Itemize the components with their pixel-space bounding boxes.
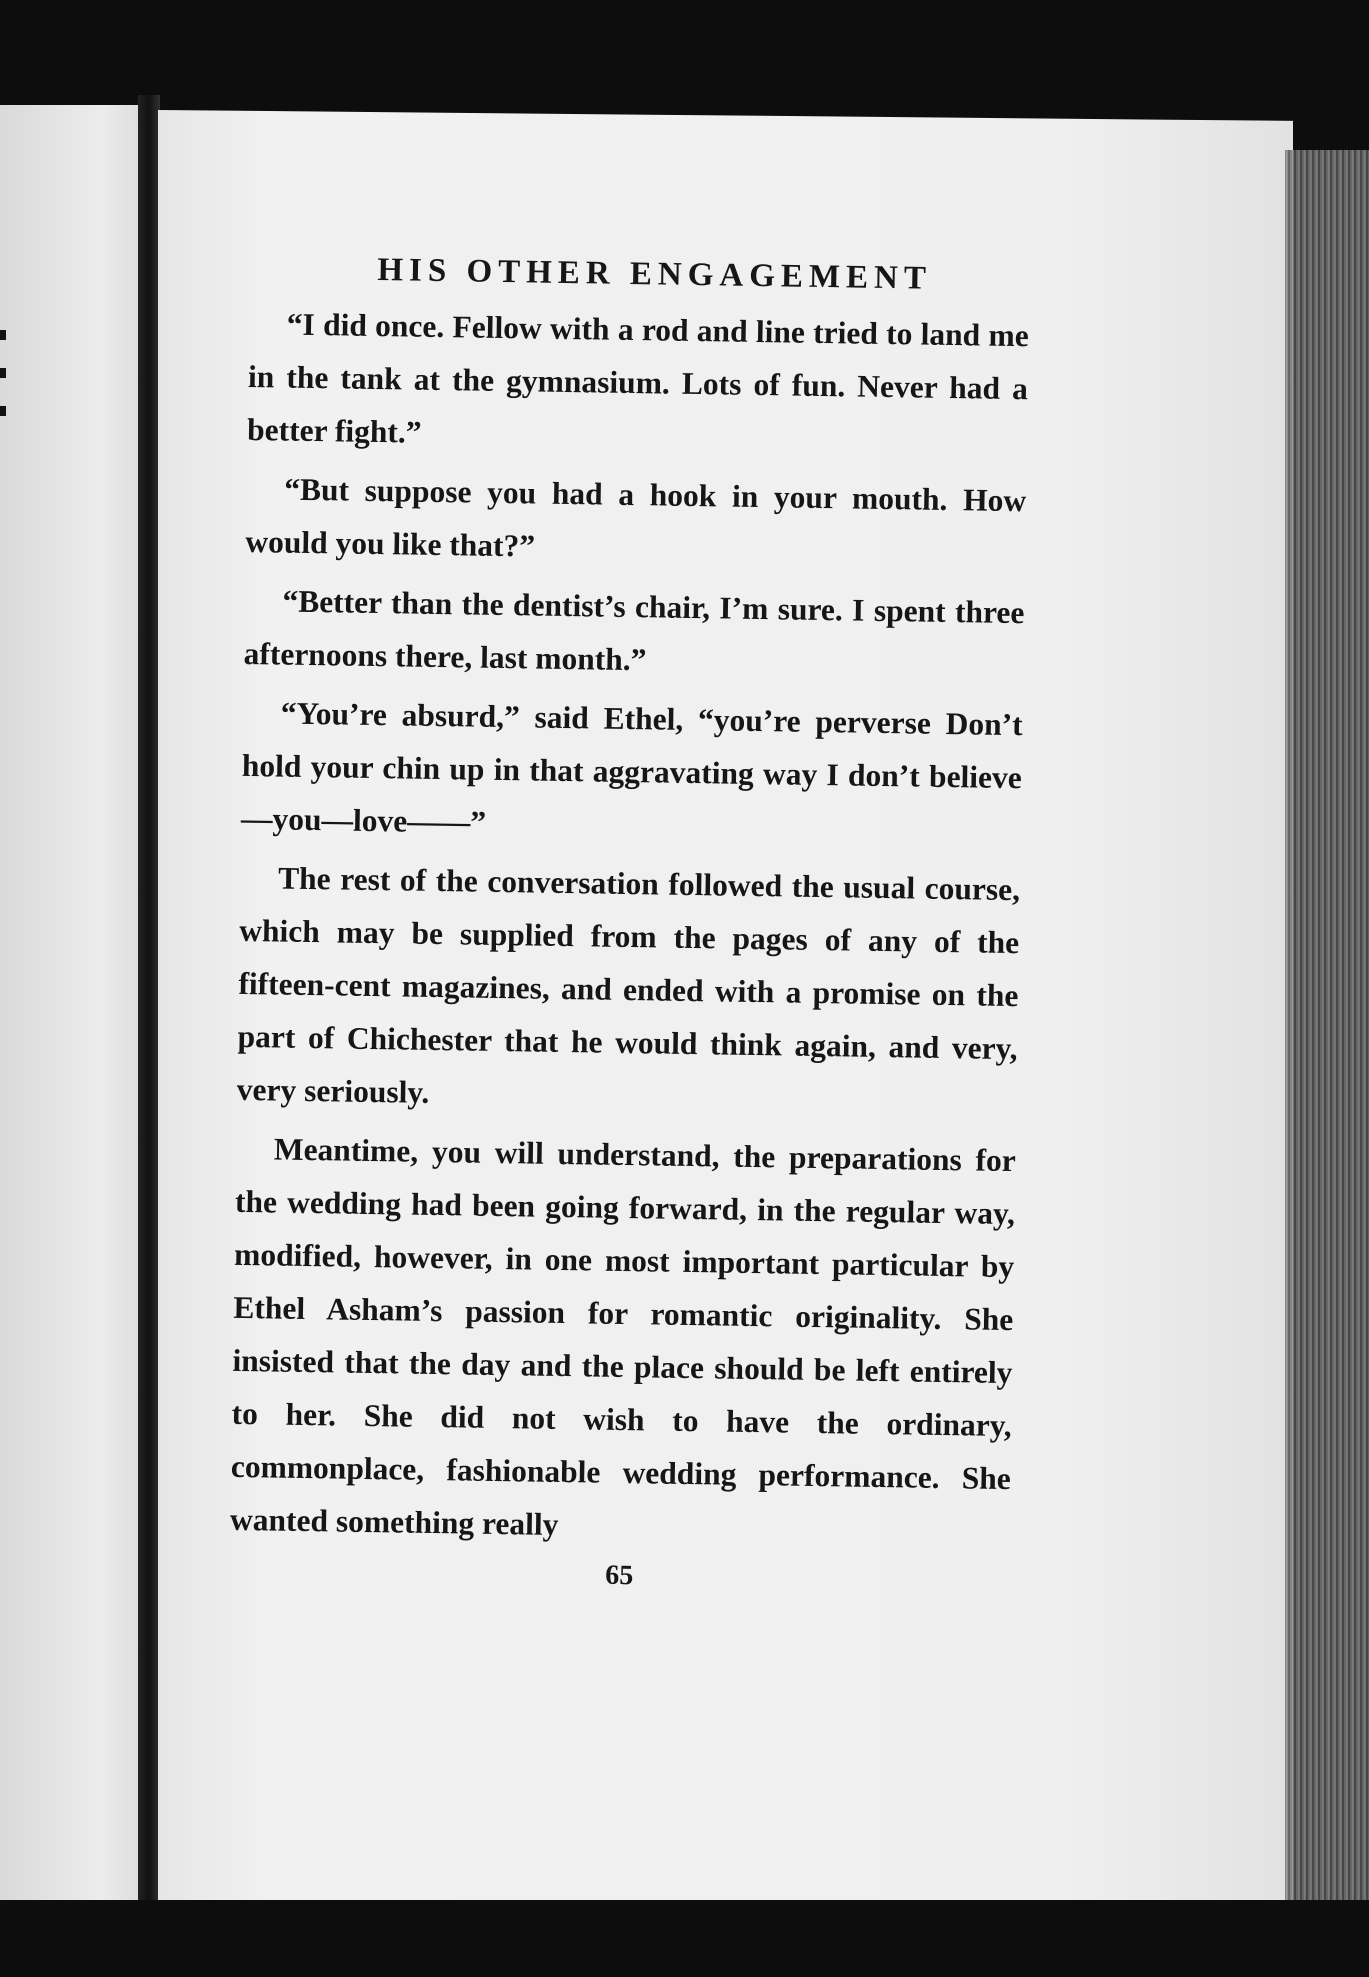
facing-page-text-remnants <box>0 330 10 444</box>
facing-page-edge <box>0 105 145 1900</box>
page-number: 65 <box>604 1559 634 1592</box>
paragraph: “But suppose you had a hook in your mouth. How would you like that?” <box>245 471 1027 564</box>
paragraph: The rest of the conversation followed the usual course, which may be supplied from the pages of any of the fifteen-cent magazines, and ended with a promise on the part of Chichester that he would think again, and very, very seriously. <box>236 860 1021 1110</box>
paragraph: “I did once. Fellow with a rod and line tried to land me in the tank at the gymnasium. Lots of fun. Never had a better fight.” <box>246 306 1030 450</box>
page-content <box>229 250 1030 1598</box>
paragraph: Meantime, you will understand, the preparations for the wedding had been going forward, in the regular way, modified, however, in one most important particular by Ethel Asham’s passion for romantic originality. She insisted that the day and the place should be left entirely to her. She did not wish to have the ordinary, commonplace, fashionable wedding performance. She wanted something really <box>229 1131 1017 1542</box>
scan-bottom-margin <box>110 1900 1369 1977</box>
page-stack-edge <box>1285 150 1369 1940</box>
paragraph: “Better than the dentist’s chair, I’m sure. I spent three afternoons there, last month.” <box>243 583 1025 678</box>
running-head: HIS OTHER ENGAGEMENT <box>377 252 933 297</box>
book-gutter <box>138 95 160 1910</box>
paragraph: “You’re absurd,” said Ethel, “you’re perverse Don’t hold your chin up in that aggravating way I don’t believe—you—love——” <box>240 695 1023 840</box>
